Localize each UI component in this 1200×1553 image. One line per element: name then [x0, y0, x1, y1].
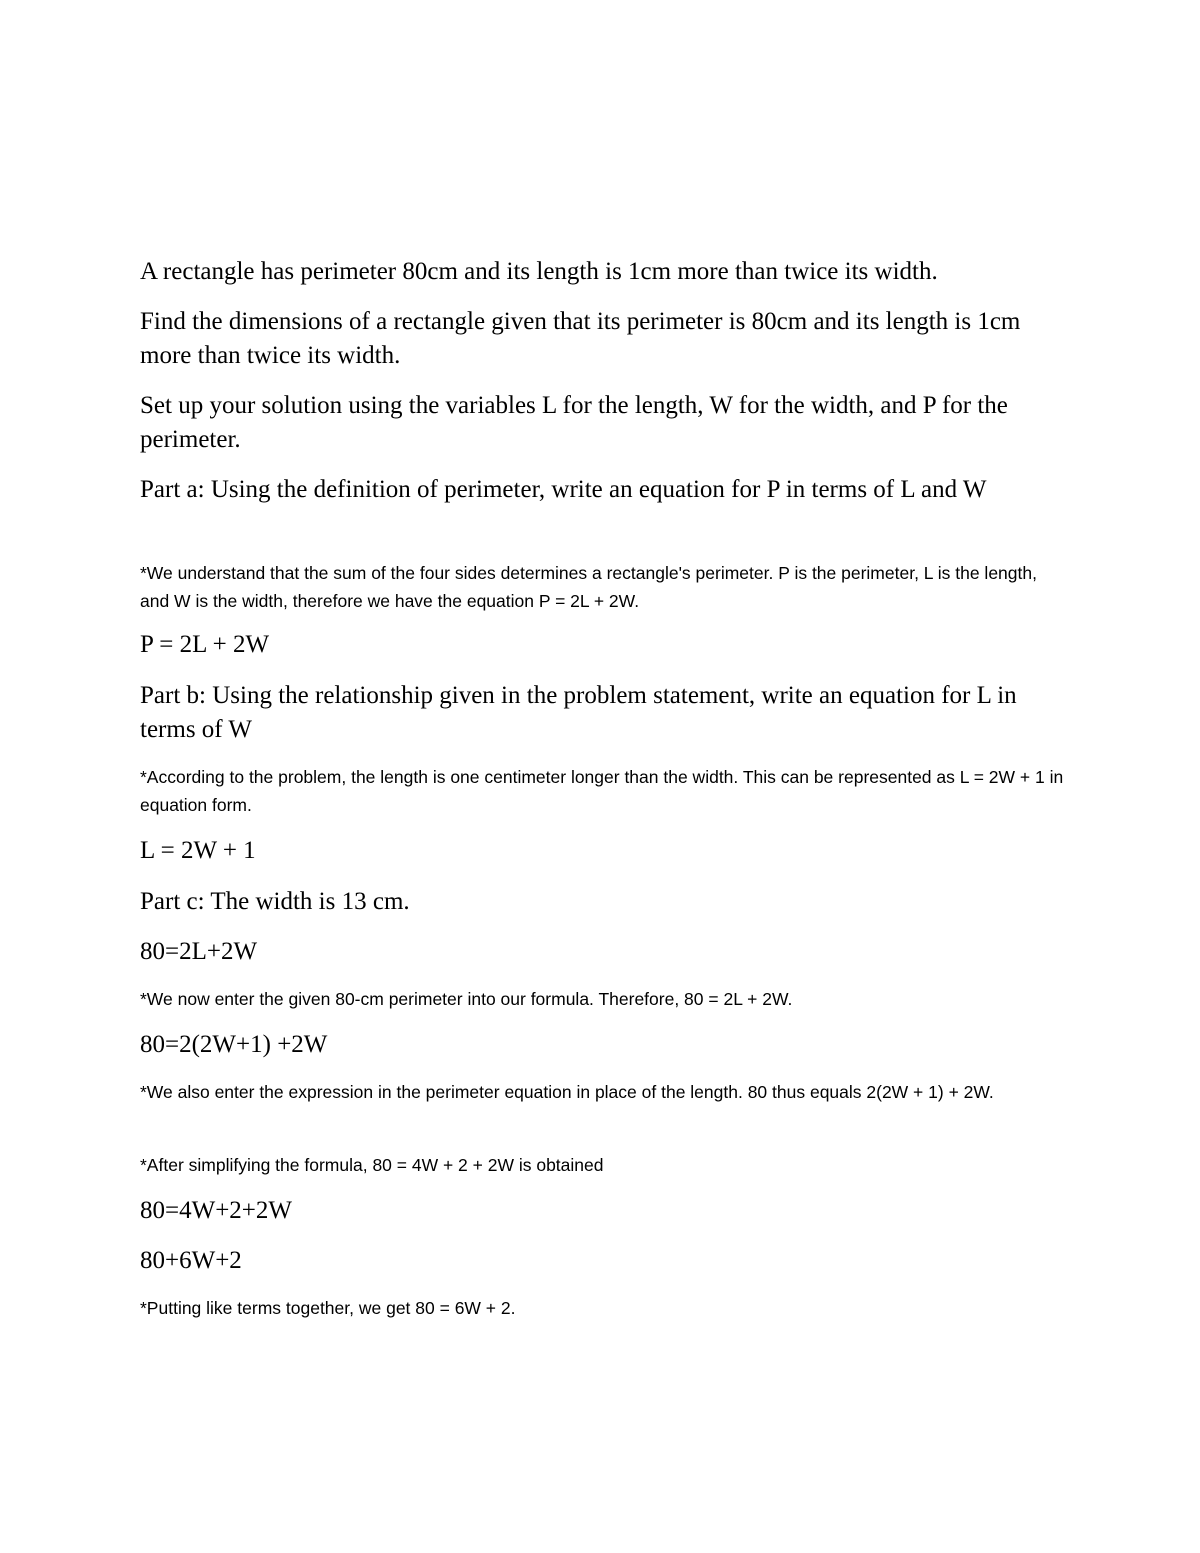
equation-substituted: 80=2(2W+1) +2W [140, 1031, 328, 1058]
equation-simplified: 80=4W+2+2W [140, 1197, 292, 1224]
part-a-explanation: *We understand that the sum of the four sides determines a rectangle's perimeter. P is the perimeter, L is the length, and W is the width, therefore we have the equation P = 2L + 2W. [140, 563, 1037, 611]
problem-statement: Find the dimensions of a rectangle given that its perimeter is 80cm and its length is 1cm more than twice its width. [140, 308, 1021, 369]
equation-perimeter: 80=2L+2W [140, 938, 258, 965]
part-b-explanation: *According to the problem, the length is one centimeter longer than the width. This can be represented as L = 2W + 1 in equation form. [140, 767, 1064, 815]
explanation-substitute-perimeter: *We now enter the given 80-cm perimeter into our formula. Therefore, 80 = 2L + 2W. [140, 989, 793, 1009]
setup-instructions: Set up your solution using the variables L for the length, W for the width, and P for the perimeter. [140, 392, 1008, 453]
part-b-heading: Part b: Using the relationship given in the problem statement, write an equation for L in terms of W [140, 682, 1017, 743]
part-a-equation: P = 2L + 2W [140, 631, 270, 658]
explanation-simplify: *After simplifying the formula, 80 = 4W + 2 + 2W is obtained [140, 1155, 604, 1175]
explanation-combine-terms: *Putting like terms together, we get 80 = 6W + 2. [140, 1298, 516, 1318]
explanation-substitute-length: *We also enter the expression in the perimeter equation in place of the length. 80 thus equals 2(2W + 1) + 2W. [140, 1082, 994, 1102]
part-b-equation: L = 2W + 1 [140, 837, 256, 864]
equation-combined: 80+6W+2 [140, 1247, 242, 1274]
part-c-heading: Part c: The width is 13 cm. [140, 888, 410, 915]
problem-intro: A rectangle has perimeter 80cm and its length is 1cm more than twice its width. [140, 258, 938, 285]
part-a-heading: Part a: Using the definition of perimeter, write an equation for P in terms of L and W [140, 476, 987, 503]
